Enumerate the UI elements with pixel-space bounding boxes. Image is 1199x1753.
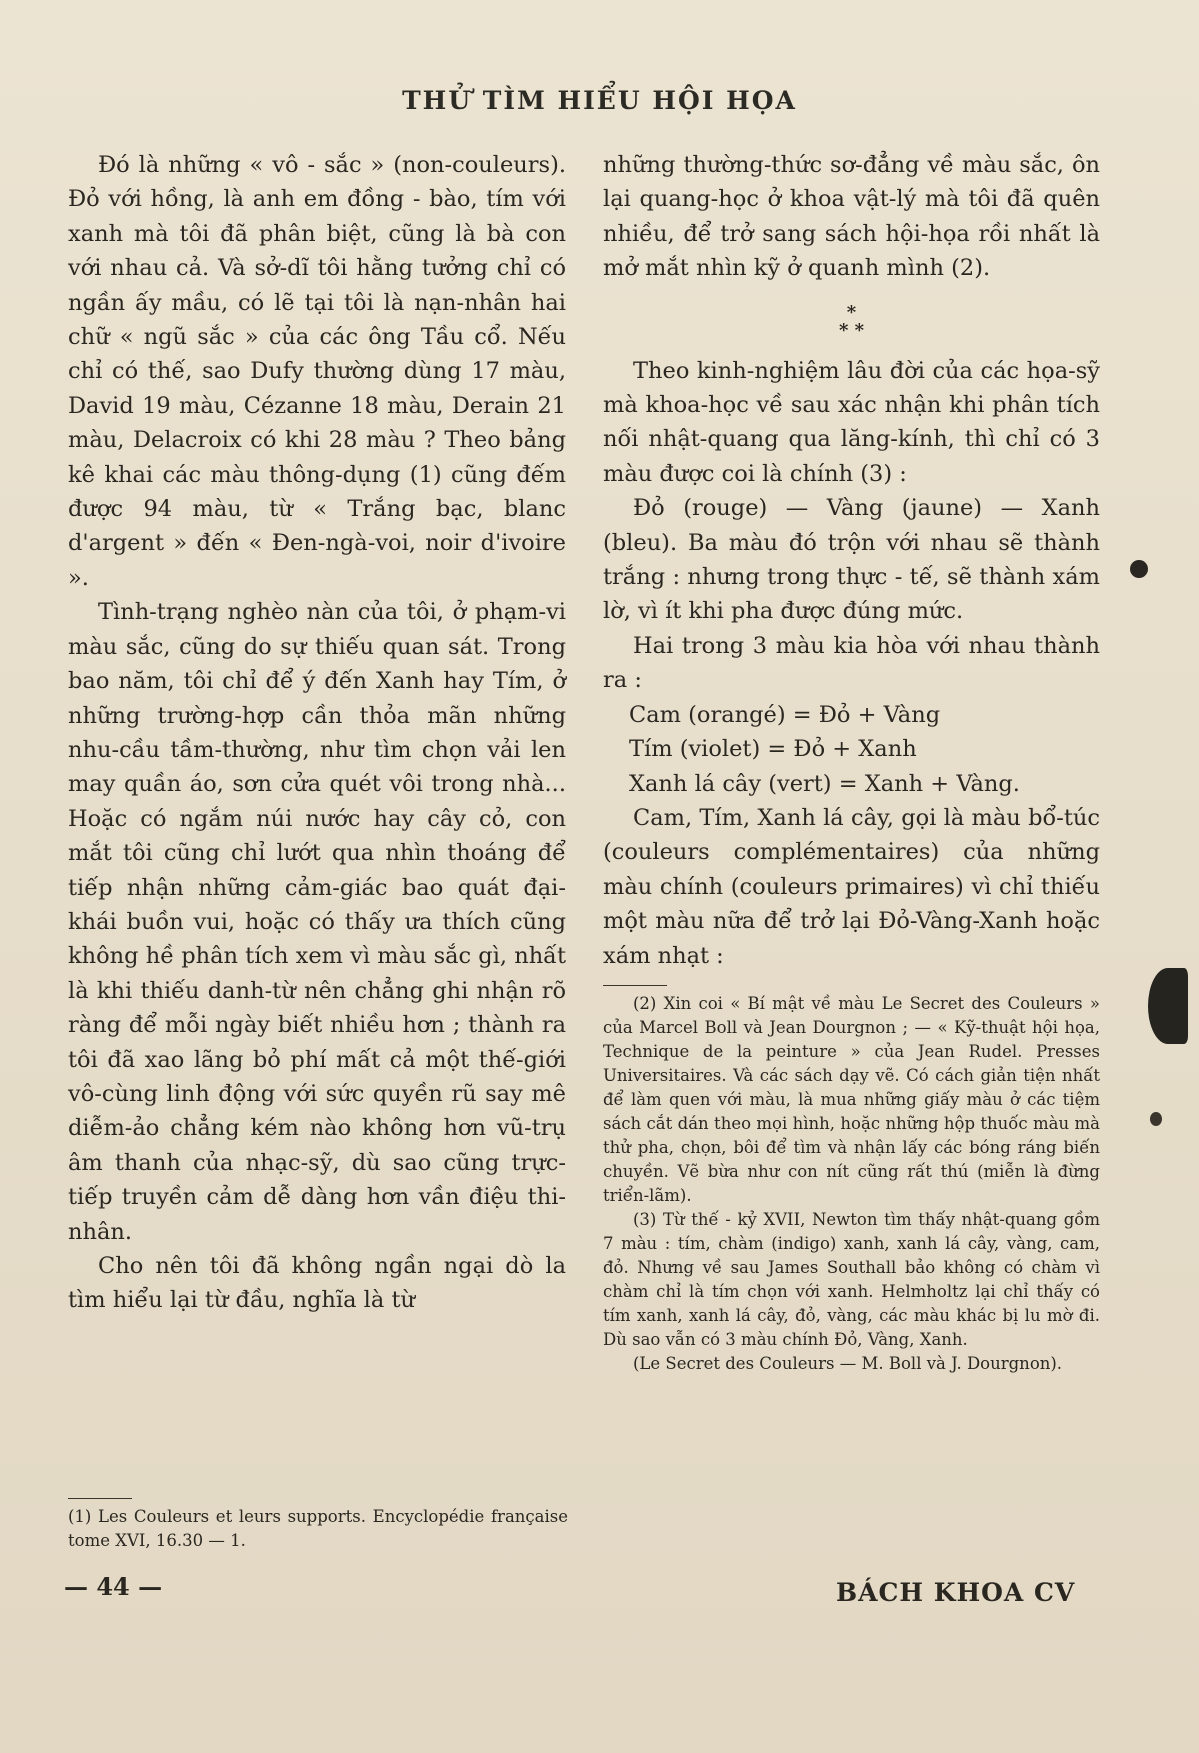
formula-violet: Tím (violet) = Đỏ + Xanh xyxy=(629,736,917,763)
left-column xyxy=(68,148,566,1318)
formula-green: Xanh lá cây (vert) = Xanh + Vàng. xyxy=(629,770,1020,797)
left-paragraph-1: Đó là những « vô - sắc » (non-couleurs). Đỏ với hồng, là anh em đồng - bào, tím với xanh mà tôi đã phân biệt, cũng là bà con với nhau cả. Và sở-dĩ tôi hằng tưởng chỉ có ngần ấy mầu, có lẽ tại tôi là nạn-nhân hai chữ « ngũ sắc » của các ông Tầu cổ. Nếu chỉ có thế, sao Dufy thường dùng 17 màu, David 19 màu, Cézanne 18 màu, Derain 21 màu, Delacroix có khi 28 màu ? Theo bảng kê khai các màu thông-dụng (1) cũng đếm được 94 màu, từ « Trắng bạc, blanc d'argent » đến « Đen-ngà-voi, noir d'ivoire ». xyxy=(68,152,566,591)
right-paragraph-4: Hai trong 3 màu kia hòa với nhau thành ra : xyxy=(603,632,1100,694)
paper-spot-mark xyxy=(1130,560,1148,578)
separator-star-bottom: * * xyxy=(838,319,865,341)
page-number: — 44 — xyxy=(64,1572,163,1601)
footnote-rule xyxy=(68,1498,132,1499)
footnote-3: (3) Từ thế - kỷ XVII, Newton tìm thấy nhật-quang gồm 7 màu : tím, chàm (indigo) xanh, xanh lá cây, vàng, cam, đỏ. Nhưng về sau James Southall bảo không có chàm vì chàm chỉ là tím chọn với xanh. Helmholtz lại chỉ thấy có tím xanh, xanh lá cây, đỏ, vàng, các màu khác bị lu mờ đi. Dù sao vẫn có 3 màu chính Đỏ, Vàng, Xanh. xyxy=(603,1209,1100,1349)
separator-star-top: * xyxy=(846,301,857,323)
paper-tear-mark xyxy=(1148,968,1188,1044)
running-header: THỬ TÌM HIỂU HỘI HỌA xyxy=(402,86,797,115)
footnote-rule-right xyxy=(603,985,667,986)
magazine-name: BÁCH KHOA CV xyxy=(836,1578,1076,1607)
footnote-3-source: (Le Secret des Couleurs — M. Boll và J. Dourgnon). xyxy=(633,1353,1063,1373)
right-paragraph-2: Theo kinh-nghiệm lâu đời của các họa-sỹ mà khoa-học về sau xác nhận khi phân tích nối nhật-quang qua lăng-kính, thì chỉ có 3 màu được coi là chính (3) : xyxy=(603,357,1100,487)
left-paragraph-3: Cho nên tôi đã không ngần ngại dò la tìm hiểu lại từ đầu, nghĩa là từ xyxy=(68,1253,566,1314)
footnote-2: (2) Xin coi « Bí mật về màu Le Secret des Couleurs » của Marcel Boll và Jean Dourgnon ; — « Kỹ-thuật hội họa, Technique de la peinture » của Jean Rudel. Presses Universitaires. Và các sách dạy vẽ. Có cách giản tiện nhất để làm quen với màu, là mua những giấy màu ở các tiệm sách cắt dán theo mọi hình, hoặc những hộp thuốc màu mà thử pha, chọn, bôi để tìm và nhận lấy các bóng ráng biến chuyền. Vẽ bừa như con nít cũng rất thú (miễn là đừng triển-lãm). xyxy=(603,993,1100,1205)
right-paragraph-3: Đỏ (rouge) — Vàng (jaune) — Xanh (bleu). Ba màu đó trộn với nhau sẽ thành trắng : nhưng trong thực - tế, sẽ thành xám lờ, vì ít khi pha được đúng mức. xyxy=(603,495,1100,625)
footnote-1: (1) Les Couleurs et leurs supports. Encyclopédie française tome XVI, 16.30 — 1. xyxy=(68,1507,568,1550)
formula-orange: Cam (orangé) = Đỏ + Vàng xyxy=(629,701,941,728)
right-paragraph-5: Cam, Tím, Xanh lá cây, gọi là màu bổ-túc (couleurs complémentaires) của những màu chính (couleurs primaires) vì chỉ thiếu một màu nữa để trở lại Đỏ-Vàng-Xanh hoặc xám nhạt : xyxy=(603,804,1100,969)
paper-hole-mark xyxy=(1150,1112,1162,1126)
left-paragraph-2: Tình-trạng nghèo nàn của tôi, ở phạm-vi màu sắc, cũng do sự thiếu quan sát. Trong bao năm, tôi chỉ để ý đến Xanh hay Tím, ở những trường-hợp cần thỏa mãn những nhu-cầu tầm-thường, như tìm chọn vải len may quần áo, sơn cửa quét vôi trong nhà... Hoặc có ngắm núi nước hay cây cỏ, con mắt tôi cũng chỉ lướt qua nhìn thoáng để tiếp nhận những cảm-giác bao quát đại-khái buồn vui, hoặc có thấy ưa thích cũng không hề phân tích xem vì màu sắc gì, nhất là khi thiếu danh-từ nên chẳng ghi nhận rõ ràng để mỗi ngày biết nhiều hơn ; thành ra tôi đã xao lãng bỏ phí mất cả một thế-giới vô-cùng linh động với sức quyền rũ say mê diễm-ảo chẳng kém nào không hơn vũ-trụ âm thanh của nhạc-sỹ, dù sao cũng trực-tiếp truyền cảm dễ dàng hơn vần điệu thi-nhân. xyxy=(68,599,567,1245)
left-footnote-block xyxy=(68,1486,568,1553)
section-separator xyxy=(603,301,1100,341)
right-paragraph-1: những thường-thức sơ-đẳng về màu sắc, ôn lại quang-học ở khoa vật-lý mà tôi đã quên nhiều, để trở sang sách hội-họa rồi nhất là mở mắt nhìn kỹ ở quanh mình (2). xyxy=(603,152,1100,282)
right-column xyxy=(603,148,1100,1376)
